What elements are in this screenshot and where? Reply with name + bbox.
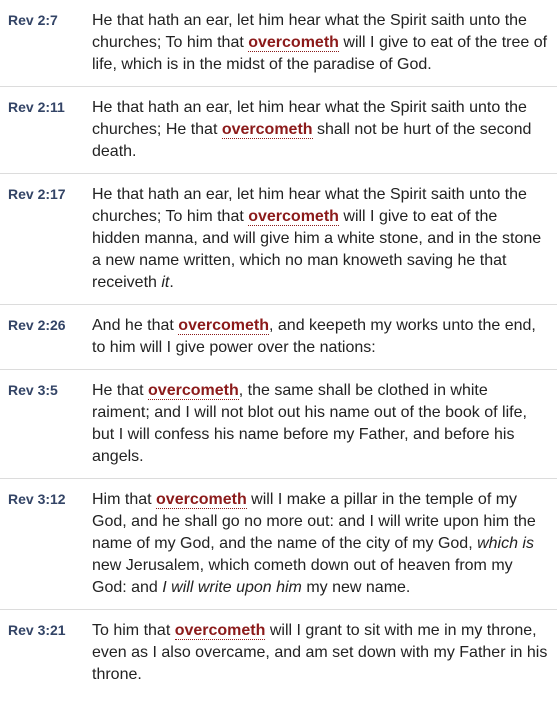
italic-text: it	[161, 274, 170, 291]
italic-text: I will write upon him	[162, 579, 302, 596]
verse-row	[0, 370, 557, 479]
verse-row	[0, 610, 557, 696]
verse-text	[92, 620, 557, 686]
highlighted-word-link[interactable]: overcometh	[174, 622, 266, 639]
verse-reference-link[interactable]: Rev 3:12	[8, 491, 66, 507]
verse-text-segment: He that hath an ear, let him hear what the Spirit saith unto the churches; He that	[92, 99, 527, 138]
verse-text-segment: He that	[92, 382, 149, 399]
verse-reference-link[interactable]: Rev 3:5	[8, 382, 58, 398]
verse-reference-link[interactable]: Rev 2:17	[8, 186, 66, 202]
verse-text-segment: my new name.	[301, 579, 411, 596]
verse-reference	[0, 620, 92, 640]
verse-row	[0, 479, 557, 610]
verse-text	[92, 489, 557, 599]
verse-text-segment: new Jerusalem, which cometh down out of heaven from my God: and	[92, 557, 513, 596]
verse-text-segment: And he that	[92, 317, 179, 334]
verse-row	[0, 305, 557, 370]
verse-text-segment: To him that	[92, 622, 175, 639]
highlighted-word-link[interactable]: overcometh	[248, 208, 339, 225]
verse-text-segment: He that hath an ear, let him hear what the Spirit saith unto the churches; To him that	[92, 186, 527, 225]
verse-reference	[0, 97, 92, 117]
verse-text-segment: He that hath an ear, let him hear what the Spirit saith unto the churches; To him that	[92, 12, 527, 51]
verse-text-segment: , and keepeth my works unto the end, to him will I give power over the nations:	[92, 317, 536, 356]
highlighted-word-link[interactable]: overcometh	[148, 382, 239, 399]
italic-text: which is	[477, 535, 534, 552]
verse-text-segment: will I make a pillar in the temple of my God, and he shall go no more out: and I will write upon him the name of my God, and the name of the city of my God,	[92, 491, 536, 552]
verse-text	[92, 97, 557, 163]
verse-row	[0, 174, 557, 305]
verse-reference-link[interactable]: Rev 2:26	[8, 317, 66, 333]
verse-text-segment: will I give to eat of the tree of life, which is in the midst of the paradise of God.	[92, 34, 548, 73]
highlighted-word-link[interactable]: overcometh	[156, 491, 247, 508]
verse-reference-link[interactable]: Rev 3:21	[8, 622, 66, 638]
verse-reference	[0, 380, 92, 400]
highlighted-word-link[interactable]: overcometh	[248, 34, 339, 51]
verse-reference	[0, 184, 92, 204]
verse-text-segment: .	[169, 274, 174, 291]
verse-text-segment: will I grant to sit with me in my throne, even as I also overcame, and am set down with my Father in his throne.	[92, 622, 548, 683]
verse-row	[0, 0, 557, 87]
verse-text-segment: , the same shall be clothed in white raiment; and I will not blot out his name out of the book of life, but I will confess his name before my Father, and before his angels.	[92, 382, 527, 465]
verse-reference-link[interactable]: Rev 2:7	[8, 12, 58, 28]
verse-reference-link[interactable]: Rev 2:11	[8, 99, 65, 115]
verse-text-segment: shall not be hurt of the second death.	[92, 121, 532, 160]
verse-text	[92, 315, 557, 359]
verse-reference	[0, 10, 92, 30]
verse-text	[92, 380, 557, 468]
verse-text	[92, 184, 557, 294]
verse-text-segment: Him that	[92, 491, 157, 508]
highlighted-word-link[interactable]: overcometh	[178, 317, 269, 334]
highlighted-word-link[interactable]: overcometh	[221, 121, 313, 138]
verse-text-segment: will I give to eat of the hidden manna, and will give him a white stone, and in the stone a new name written, which no man knoweth saving he that receiveth	[92, 208, 542, 291]
verse-reference	[0, 489, 92, 509]
verse-reference	[0, 315, 92, 335]
verse-text	[92, 10, 557, 76]
verse-row	[0, 87, 557, 174]
